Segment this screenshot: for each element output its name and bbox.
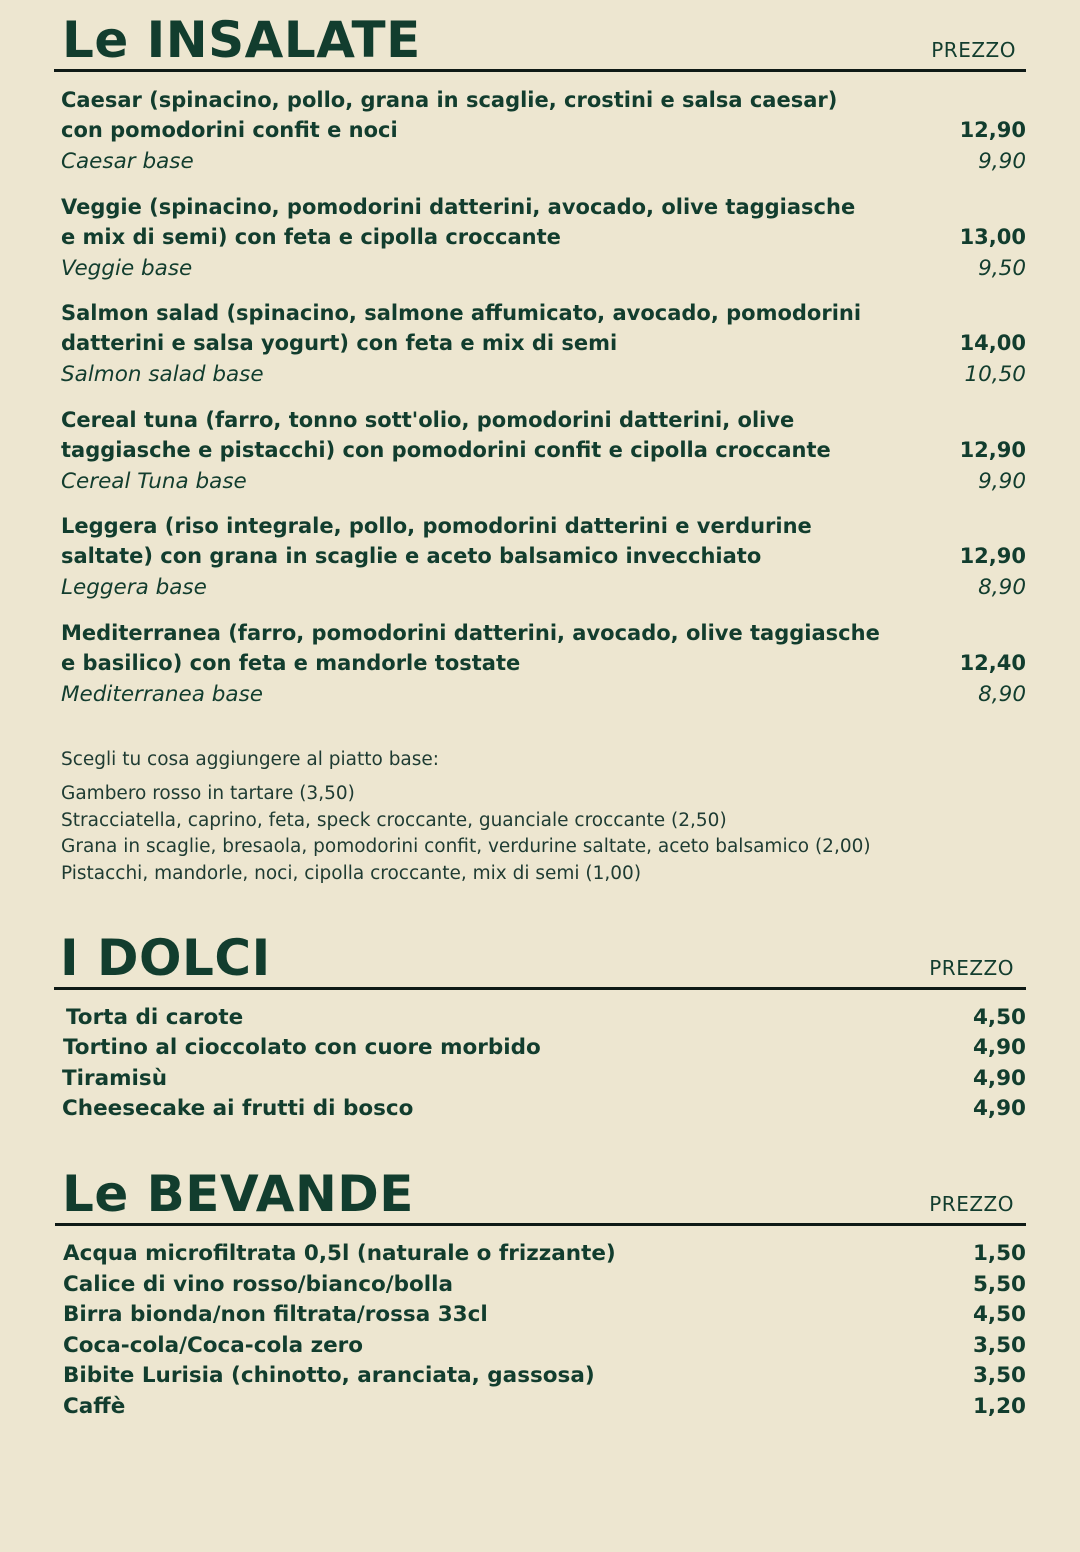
salad-base-price: 9,90	[978, 149, 1026, 174]
dolci-item	[62, 1068, 1026, 1096]
addon-line: Grana in scaglie, bresaola, pomodorini confit, verdurine saltate, aceto balsamico (2,00)	[61, 836, 871, 857]
salad-price: 14,00	[959, 331, 1026, 355]
insalate-price-header: PREZZO	[931, 38, 1016, 62]
bevande-item	[63, 1274, 1026, 1302]
salad-price: 12,40	[959, 651, 1026, 675]
addon-line: Gambero rosso in tartare (3,50)	[61, 783, 355, 804]
salad-description-line: Salmon salad (spinacino, salmone affumicato, avocado, pomodorini	[61, 301, 862, 325]
item-price: 4,50	[972, 1005, 1026, 1030]
dolci-item	[62, 1037, 1026, 1065]
salad-description-line: taggiasche e pistacchi) con pomodorini confit e cipolla croccante	[61, 438, 831, 462]
dolci-price-header: PREZZO	[929, 956, 1014, 980]
salad-price: 12,90	[959, 118, 1026, 142]
salad-base-price: 9,50	[978, 256, 1026, 281]
salad-base-name: Leggera base	[61, 575, 207, 600]
salad-item-mediterranea	[61, 623, 1026, 723]
salad-base-price: 8,90	[978, 575, 1026, 600]
salad-base-price: 8,90	[978, 682, 1026, 707]
salad-description-line: datterini e salsa yogurt) con feta e mix di semi	[61, 331, 618, 355]
item-name: Tiramisù	[62, 1066, 168, 1091]
salad-description-line: Caesar (spinacino, pollo, grana in scaglie, crostini e salsa caesar)	[61, 88, 838, 112]
item-price: 4,50	[972, 1302, 1026, 1327]
item-name: Cheesecake ai frutti di bosco	[62, 1096, 414, 1121]
bevande-item	[63, 1243, 1026, 1271]
salad-item-leggera	[61, 516, 1026, 616]
bevande-item	[63, 1304, 1026, 1332]
salad-description-line: saltate) con grana in scaglie e aceto balsamico invecchiato	[61, 544, 762, 568]
addons-block	[61, 751, 1021, 891]
item-price: 5,50	[972, 1272, 1026, 1297]
item-price: 3,50	[972, 1333, 1026, 1358]
item-name: Bibite Lurisia (chinotto, aranciata, gassosa)	[63, 1363, 595, 1388]
bevande-item	[63, 1365, 1026, 1393]
salad-description-line: Leggera (riso integrale, pollo, pomodorini datterini e verdurine	[61, 514, 812, 538]
salad-item-caesar	[61, 90, 1026, 190]
item-name: Torta di carote	[66, 1005, 244, 1030]
salad-base-name: Cereal Tuna base	[61, 469, 247, 494]
item-price: 1,50	[972, 1241, 1026, 1266]
salad-description-line: con pomodorini confit e noci	[61, 118, 398, 142]
salad-item-salmon	[61, 303, 1026, 403]
bevande-price-header: PREZZO	[929, 1192, 1014, 1216]
salad-item-veggie	[61, 197, 1026, 297]
salad-description-line: Cereal tuna (farro, tonno sott'olio, pomodorini datterini, olive	[61, 408, 795, 432]
salad-price: 12,90	[959, 544, 1026, 568]
bevande-title: Le BEVANDE	[62, 1165, 414, 1223]
salad-base-name: Veggie base	[61, 256, 193, 281]
insalate-title: Le INSALATE	[62, 11, 421, 69]
item-price: 4,90	[972, 1035, 1026, 1060]
salad-price: 13,00	[959, 225, 1026, 249]
salad-description-line: Mediterranea (farro, pomodorini datterini, avocado, olive taggiasche	[61, 621, 880, 645]
salad-price: 12,90	[959, 438, 1026, 462]
item-name: Caffè	[63, 1394, 126, 1419]
salad-description-line: e basilico) con feta e mandorle tostate	[61, 651, 521, 675]
salad-base-name: Mediterranea base	[61, 682, 264, 707]
item-price: 1,20	[972, 1394, 1026, 1419]
item-name: Acqua microfiltrata 0,5l (naturale o frizzante)	[63, 1241, 616, 1266]
dolci-title: I DOLCI	[60, 929, 271, 987]
salad-base-price: 9,90	[978, 469, 1026, 494]
addon-line: Stracciatella, caprino, feta, speck croccante, guanciale croccante (2,50)	[61, 810, 727, 831]
item-name: Calice di vino rosso/bianco/bolla	[63, 1272, 453, 1297]
bevande-header	[55, 1157, 1026, 1226]
salad-base-name: Salmon salad base	[61, 362, 264, 387]
dolci-item	[62, 1007, 1026, 1035]
item-price: 4,90	[972, 1066, 1026, 1091]
salad-base-name: Caesar base	[61, 149, 194, 174]
item-name: Coca-cola/Coca-cola zero	[63, 1333, 364, 1358]
bevande-item	[63, 1396, 1026, 1424]
salad-item-cereal-tuna	[61, 410, 1026, 510]
dolci-header	[54, 920, 1026, 990]
dolci-item	[62, 1098, 1026, 1126]
salad-description-line: e mix di semi) con feta e cipolla croccante	[61, 225, 561, 249]
item-price: 3,50	[972, 1363, 1026, 1388]
item-name: Birra bionda/non filtrata/rossa 33cl	[63, 1302, 488, 1327]
addon-line: Pistacchi, mandorle, noci, cipolla croccante, mix di semi (1,00)	[61, 863, 642, 884]
addons-intro: Scegli tu cosa aggiungere al piatto base:	[61, 749, 440, 770]
item-name: Tortino al cioccolato con cuore morbido	[63, 1035, 541, 1060]
item-price: 4,90	[972, 1096, 1026, 1121]
insalate-header	[54, 0, 1026, 72]
salad-base-price: 10,50	[964, 362, 1026, 387]
bevande-item	[63, 1335, 1026, 1363]
salad-description-line: Veggie (spinacino, pomodorini datterini, avocado, olive taggiasche	[61, 195, 856, 219]
